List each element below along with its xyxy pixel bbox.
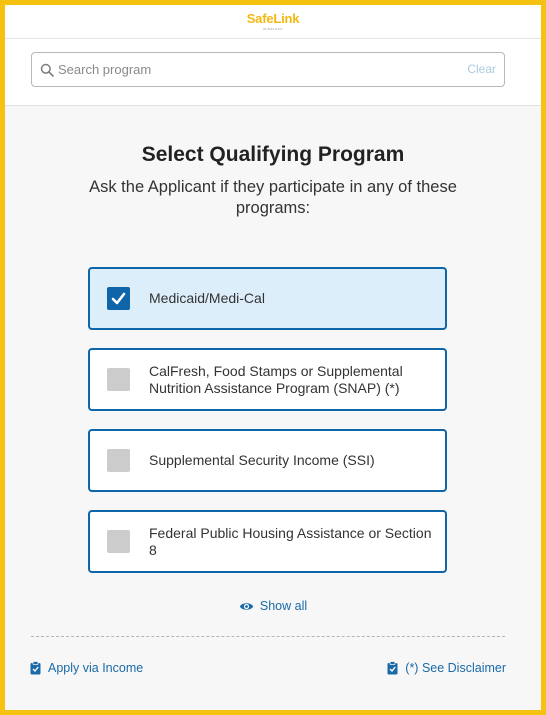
program-label: Federal Public Housing Assistance or Section 8 xyxy=(149,524,432,558)
program-option-ssi[interactable] xyxy=(88,429,447,492)
header xyxy=(5,5,541,106)
show-all-label: Show all xyxy=(259,599,308,613)
header-divider xyxy=(5,38,541,39)
apply-via-income-link[interactable] xyxy=(30,661,143,675)
eye-icon xyxy=(239,601,254,612)
checkmark-icon xyxy=(111,292,126,305)
program-checkbox[interactable] xyxy=(107,530,130,553)
search-box xyxy=(31,52,505,87)
program-checkbox[interactable] xyxy=(107,449,130,472)
clear-button[interactable]: Clear xyxy=(467,62,496,76)
program-label: Medicaid/Medi-Cal xyxy=(149,290,265,306)
clipboard-check-icon xyxy=(30,661,41,675)
search-icon xyxy=(40,63,54,77)
program-option-snap[interactable] xyxy=(88,348,447,411)
program-label: CalFresh, Food Stamps or Supplemental Nutrition Assistance Program (SNAP) (*) xyxy=(149,362,403,396)
apply-via-income-label: Apply via Income xyxy=(48,661,144,675)
see-disclaimer-link[interactable] xyxy=(387,661,506,675)
program-checkbox[interactable] xyxy=(107,368,130,391)
show-all-link[interactable] xyxy=(5,599,541,613)
see-disclaimer-label: (*) See Disclaimer xyxy=(405,661,506,675)
safelink-logo: SafeLink xyxy=(246,11,300,26)
section-divider xyxy=(31,636,505,637)
program-label: Supplemental Security Income (SSI) xyxy=(149,452,375,468)
program-option-medicaid[interactable] xyxy=(88,267,447,330)
program-checkbox[interactable] xyxy=(107,287,130,310)
logo-subtext: WIRELESS xyxy=(263,27,283,31)
page-subtitle: Ask the Applicant if they participate in any of these programs: xyxy=(89,178,457,217)
search-input[interactable] xyxy=(58,54,458,85)
page-title: Select Qualifying Program xyxy=(141,143,405,166)
program-option-housing[interactable] xyxy=(88,510,447,573)
clipboard-check-icon xyxy=(387,661,398,675)
